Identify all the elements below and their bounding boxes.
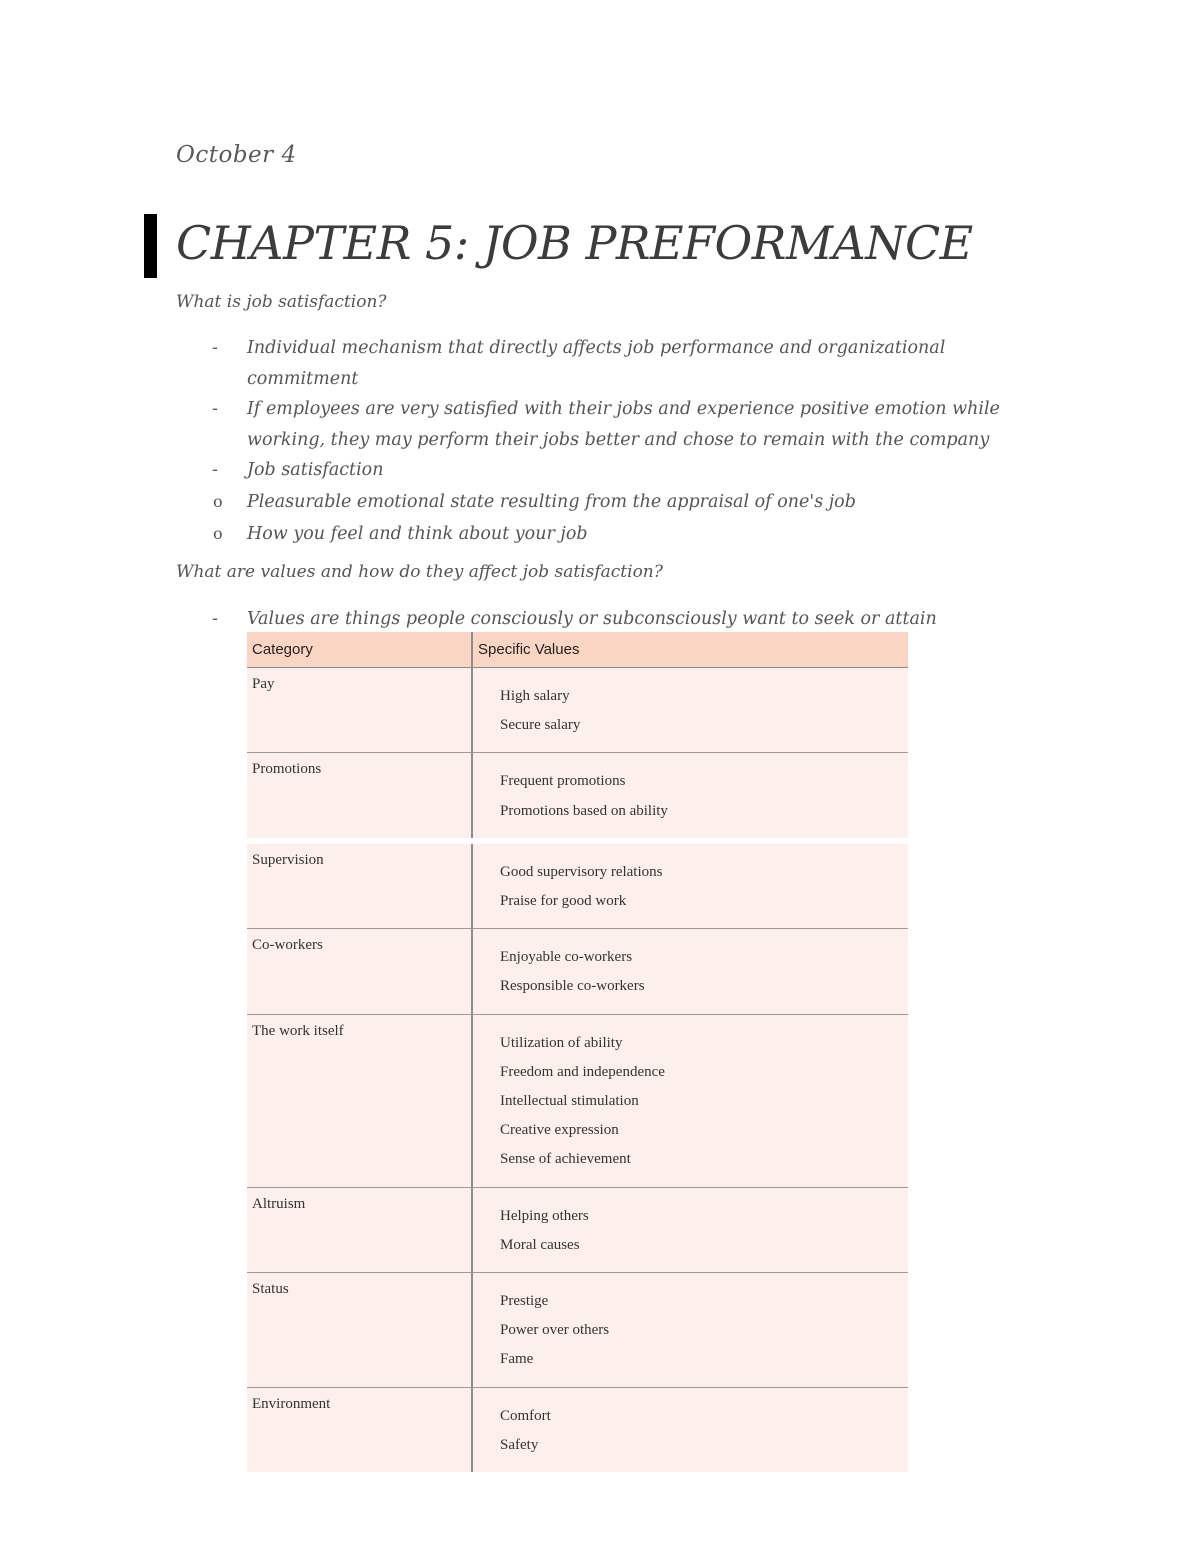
value-item: Promotions based on ability (500, 802, 668, 819)
category-cell: The work itself (247, 1014, 472, 1187)
table-header-row (247, 632, 908, 668)
sublist-container (176, 486, 1016, 550)
table-row (247, 1187, 908, 1272)
question-job-satisfaction: What is job satisfaction? (176, 292, 387, 312)
sublist-text: Pleasurable emotional state resulting from the appraisal of one's job (247, 491, 856, 512)
column-header-values: Specific Values (472, 632, 908, 668)
category-cell: Promotions (247, 753, 472, 841)
category-cell: Altruism (247, 1187, 472, 1272)
values-table (247, 632, 908, 1472)
circle-marker: o (213, 523, 223, 543)
value-item: Good supervisory relations (500, 863, 663, 880)
value-item: Sense of achievement (500, 1151, 631, 1168)
values-cell (472, 668, 908, 753)
list-item (176, 333, 1016, 394)
list-item (176, 455, 1016, 486)
value-item: Enjoyable co-workers (500, 949, 633, 966)
values-cell (472, 929, 908, 1014)
date-heading: October 4 (176, 142, 297, 168)
bullet-text: Individual mechanism that directly affects job performance and organizational (247, 338, 946, 358)
table-row (247, 1273, 908, 1388)
bullet-text: Values are things people consciously or subconsciously want to seek or attain (247, 609, 937, 629)
title-accent-bar (144, 214, 157, 278)
sublist-item (176, 518, 1016, 550)
values-cell (472, 753, 908, 841)
circle-marker: o (213, 491, 223, 511)
dash-marker: - (212, 338, 218, 358)
value-item: Utilization of ability (500, 1034, 623, 1051)
value-item: Power over others (500, 1322, 610, 1339)
table-row (247, 1014, 908, 1187)
question-values: What are values and how do they affect job satisfaction? (176, 562, 663, 582)
value-item: Secure salary (500, 717, 581, 734)
category-cell: Environment (247, 1387, 472, 1472)
values-cell (472, 841, 908, 929)
category-cell: Status (247, 1273, 472, 1388)
values-cell (472, 1014, 908, 1187)
value-item: Helping others (500, 1207, 589, 1224)
table-row (247, 668, 908, 753)
table-row (247, 753, 908, 841)
values-list (176, 604, 1016, 635)
table-row (247, 929, 908, 1014)
sublist-text: How you feel and think about your job (247, 523, 588, 544)
table-row (247, 841, 908, 929)
value-item: Moral causes (500, 1236, 580, 1253)
bullet-text: If employees are very satisfied with their jobs and experience positive emotion while (247, 399, 1000, 419)
values-cell (472, 1273, 908, 1388)
dash-marker: - (212, 399, 218, 419)
value-item: Prestige (500, 1293, 549, 1310)
list-item (176, 394, 1016, 455)
dash-marker: - (212, 460, 218, 480)
column-header-category: Category (247, 632, 472, 668)
category-cell: Supervision (247, 841, 472, 929)
bullet-text: Job satisfaction (247, 460, 384, 480)
sublist-item (176, 486, 1016, 518)
values-cell (472, 1187, 908, 1272)
value-item: Praise for good work (500, 893, 627, 910)
value-item: Comfort (500, 1407, 551, 1424)
values-cell (472, 1387, 908, 1472)
bullet-text-cont: working, they may perform their jobs better and chose to remain with the company (247, 429, 990, 450)
bullet-text-cont: commitment (247, 368, 359, 389)
chapter-title: CHAPTER 5: JOB PREFORMANCE (176, 216, 973, 270)
value-item: Freedom and independence (500, 1063, 665, 1080)
dash-marker: - (212, 609, 218, 629)
value-item: Fame (500, 1351, 534, 1368)
list-item (176, 604, 1016, 635)
category-cell: Co-workers (247, 929, 472, 1014)
table-row (247, 1387, 908, 1472)
value-item: Intellectual stimulation (500, 1093, 639, 1110)
category-cell: Pay (247, 668, 472, 753)
value-item: High salary (500, 688, 570, 704)
sublist (176, 486, 1016, 550)
value-item: Frequent promotions (500, 773, 626, 790)
job-satisfaction-list (176, 333, 1016, 550)
value-item: Responsible co-workers (500, 978, 645, 995)
value-item: Safety (500, 1436, 539, 1453)
value-item: Creative expression (500, 1122, 619, 1139)
